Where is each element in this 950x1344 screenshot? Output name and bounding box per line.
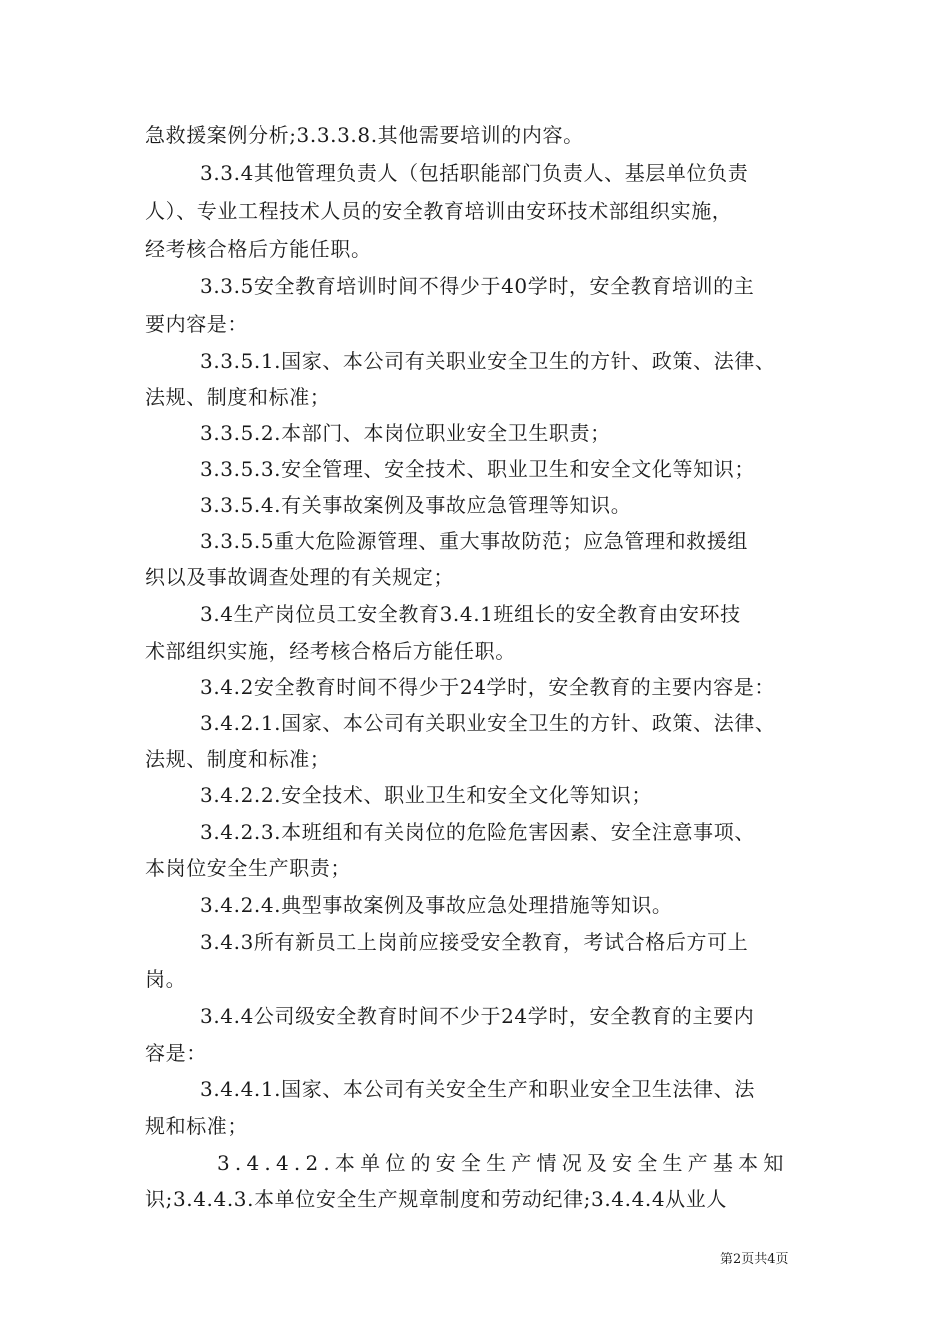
text-line: 3.4.2.1.国家、本公司有关职业安全卫生的方针、政策、法律、 <box>200 711 776 735</box>
text-line: 经考核合格后方能任职。 <box>145 237 372 261</box>
text-line: 3.3.5.1.国家、本公司有关职业安全卫生的方针、政策、法律、 <box>200 349 776 373</box>
text-line: 3.3.5.2.本部门、本岗位职业安全卫生职责； <box>200 421 611 445</box>
text-line: 本岗位安全生产职责； <box>145 856 351 880</box>
text-line: 3.3.5.4.有关事故案例及事故应急管理等知识。 <box>200 493 632 517</box>
text-line: 法规、制度和标准； <box>145 747 331 771</box>
page-number: 第2页共4页 <box>720 1252 789 1267</box>
text-line: 3.3.4其他管理负责人（包括职能部门负责人、基层单位负责 <box>200 161 749 185</box>
text-line: 3.4.2.3.本班组和有关岗位的危险危害因素、安全注意事项、 <box>200 820 755 844</box>
text-line: 要内容是： <box>145 312 248 336</box>
text-line: 识;3.4.4.3.本单位安全生产规章制度和劳动纪律;3.4.4.4从业人 <box>145 1187 727 1211</box>
text-line: 岗。 <box>145 967 187 991</box>
text-line: 法规、制度和标准； <box>145 385 331 409</box>
text-line: 3.4.4公司级安全教育时间不少于24学时，安全教育的主要内 <box>200 1004 755 1028</box>
text-line: 3.3.5.5重大危险源管理、重大事故防范；应急管理和救援组 <box>200 529 748 553</box>
text-line: 3.4.2安全教育时间不得少于24学时，安全教育的主要内容是： <box>200 675 775 699</box>
text-line: 3.4.4.2.本单位的安全生产情况及安全生产基本知 <box>217 1151 789 1175</box>
text-line: 术部组织实施，经考核合格后方能任职。 <box>145 639 516 663</box>
text-line: 3.3.5.3.安全管理、安全技术、职业卫生和安全文化等知识； <box>200 457 755 481</box>
text-line: 3.4.2.4.典型事故案例及事故应急处理措施等知识。 <box>200 893 673 917</box>
text-line: 3.4生产岗位员工安全教育3.4.1班组长的安全教育由安环技 <box>200 602 741 626</box>
text-line: 规和标准； <box>145 1114 248 1138</box>
text-line: 3.4.2.2.安全技术、职业卫生和安全文化等知识； <box>200 783 652 807</box>
text-line: 3.4.3所有新员工上岗前应接受安全教育，考试合格后方可上 <box>200 930 749 954</box>
text-line: 3.4.4.1.国家、本公司有关安全生产和职业安全卫生法律、法 <box>200 1077 755 1101</box>
text-line: 3.3.5安全教育培训时间不得少于40学时，安全教育培训的主 <box>200 274 755 298</box>
text-line: 急救援案例分析;3.3.3.8.其他需要培训的内容。 <box>145 123 584 147</box>
text-line: 人）、专业工程技术人员的安全教育培训由安环技术部组织实施， <box>145 199 733 223</box>
text-line: 容是： <box>145 1041 207 1065</box>
text-line: 织以及事故调查处理的有关规定； <box>145 565 454 589</box>
